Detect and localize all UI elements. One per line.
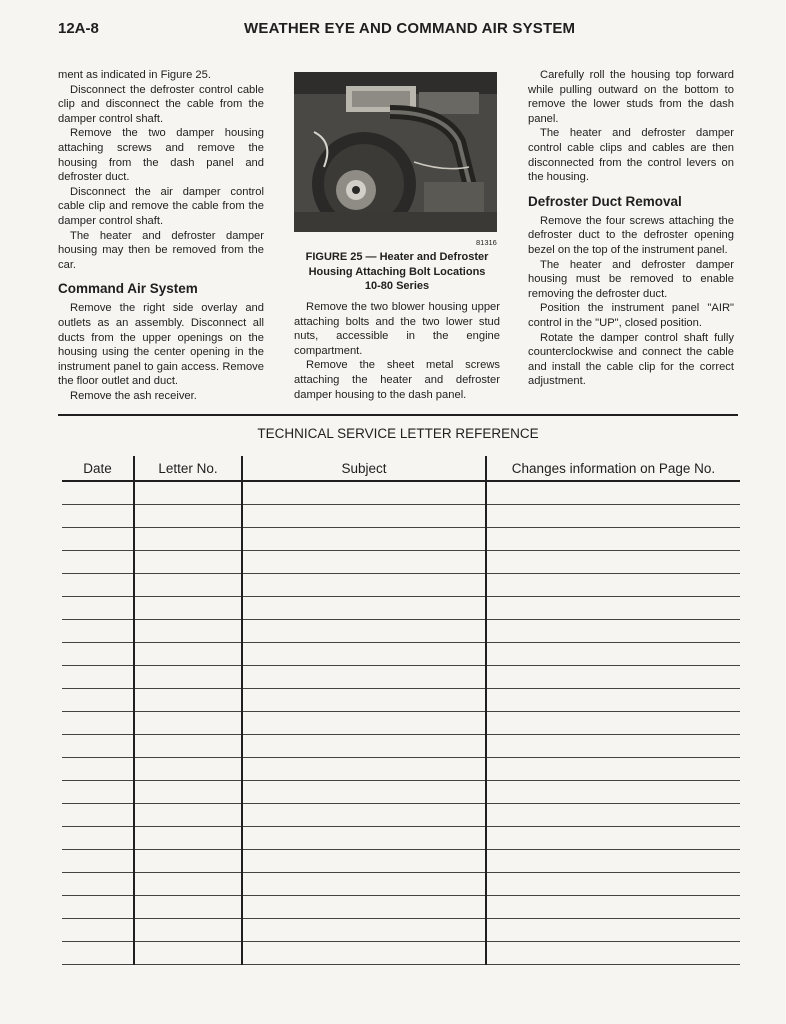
tsl-empty-cell (62, 528, 134, 551)
right-column (528, 68, 734, 389)
tsl-empty-cell (486, 597, 740, 620)
tsl-empty-row (62, 597, 740, 620)
left-paragraph: ment as indicated in Figure 25. (58, 69, 211, 81)
tsl-empty-row (62, 827, 740, 850)
tsl-empty-row (62, 689, 740, 712)
tsl-empty-row (62, 481, 740, 505)
tsl-empty-cell (242, 735, 486, 758)
running-head: WEATHER EYE AND COMMAND AIR SYSTEM (244, 20, 576, 37)
tsl-empty-row (62, 528, 740, 551)
tsl-empty-cell (134, 781, 242, 804)
tsl-empty-cell (134, 896, 242, 919)
tsl-empty-cell (486, 873, 740, 896)
tsl-empty-cell (486, 505, 740, 528)
tsl-empty-cell (242, 666, 486, 689)
tsl-empty-row (62, 620, 740, 643)
engine-bay-illustration (294, 72, 497, 232)
tsl-body (62, 481, 740, 965)
tsl-empty-row (62, 735, 740, 758)
tsl-empty-cell (62, 942, 134, 965)
tsl-empty-cell (134, 528, 242, 551)
tsl-empty-cell (62, 712, 134, 735)
tsl-empty-row (62, 643, 740, 666)
tsl-empty-row (62, 804, 740, 827)
section-divider (58, 414, 738, 416)
tsl-empty-cell (134, 712, 242, 735)
tsl-empty-row (62, 942, 740, 965)
tsl-empty-cell (486, 712, 740, 735)
tsl-empty-cell (134, 597, 242, 620)
tsl-empty-row (62, 758, 740, 781)
tsl-empty-cell (242, 873, 486, 896)
right-paragraph: Carefully roll the housing top forward while pulling outward on the bottom to remove the lower studs from the dash panel. (528, 69, 734, 125)
tsl-empty-cell (62, 620, 134, 643)
section-heading-defroster-duct: Defroster Duct Removal (528, 193, 682, 209)
tsl-empty-cell (242, 620, 486, 643)
tsl-empty-cell (242, 758, 486, 781)
figure-photo-id: 81316 (476, 238, 497, 247)
tsl-empty-cell (242, 804, 486, 827)
tsl-empty-cell (242, 781, 486, 804)
tsl-empty-cell (62, 896, 134, 919)
tsl-empty-cell (62, 735, 134, 758)
right-paragraph: The heater and defroster damper housing must be removed to enable removing the defroster duct. (528, 258, 734, 300)
middle-paragraph: Remove the two blower housing upper attaching bolts and the two lower stud nuts, accessible in the engine compartment. (294, 301, 500, 357)
tsl-empty-cell (62, 850, 134, 873)
tsl-empty-cell (242, 597, 486, 620)
tsl-empty-cell (134, 735, 242, 758)
tsl-empty-cell (486, 551, 740, 574)
tsl-empty-cell (134, 666, 242, 689)
tsl-empty-cell (242, 689, 486, 712)
tsl-empty-cell (134, 551, 242, 574)
right-paragraph: Position the instrument panel "AIR" control in the "UP", closed position. (528, 302, 734, 329)
tsl-empty-cell (242, 919, 486, 942)
tsl-empty-row (62, 712, 740, 735)
tsl-empty-cell (486, 758, 740, 781)
left-column (58, 68, 264, 403)
tsl-empty-cell (486, 574, 740, 597)
tsl-title: TECHNICAL SERVICE LETTER REFERENCE (257, 426, 539, 441)
figure-caption-line: 10-80 Series (364, 280, 430, 292)
middle-paragraph: Remove the sheet metal screws attaching the heater and defroster damper housing to the dash panel. (294, 359, 500, 401)
tsl-empty-cell (242, 850, 486, 873)
right-paragraph: Remove the four screws attaching the defroster duct to the defroster opening bezel on the top of the instrument panel. (528, 214, 734, 256)
tsl-empty-cell (486, 942, 740, 965)
tsl-empty-row (62, 919, 740, 942)
tsl-empty-cell (486, 620, 740, 643)
figure-caption-line: Housing Attaching Bolt Locations (308, 265, 486, 278)
tsl-empty-cell (242, 481, 486, 505)
left-paragraph: Disconnect the defroster control cable clip and disconnect the cable from the damper control shaft. (58, 83, 264, 125)
left-paragraph: Remove the right side overlay and outlets as an assembly. Disconnect all ducts from the upper openings on the housing using the center opening in the instrument panel to gain access. Remove the floor outlet and duct. (58, 302, 264, 388)
tsl-empty-cell (486, 804, 740, 827)
tsl-header-changes: Changes information on Page No. (486, 456, 740, 481)
tsl-empty-cell (62, 574, 134, 597)
tsl-empty-cell (242, 827, 486, 850)
tsl-empty-cell (62, 481, 134, 505)
tsl-empty-cell (242, 505, 486, 528)
section-heading-command-air: Command Air System (58, 281, 198, 297)
tsl-empty-row (62, 551, 740, 574)
tsl-empty-cell (134, 643, 242, 666)
tsl-empty-cell (62, 597, 134, 620)
tsl-empty-cell (486, 666, 740, 689)
figure-caption (294, 250, 500, 294)
tsl-empty-cell (486, 781, 740, 804)
tsl-empty-cell (134, 505, 242, 528)
middle-column (294, 300, 500, 402)
tsl-empty-row (62, 850, 740, 873)
left-paragraph: Remove the two damper housing attaching screws and remove the housing from the dash panel and defroster duct. (58, 127, 264, 184)
tsl-empty-cell (486, 850, 740, 873)
tsl-empty-row (62, 666, 740, 689)
tsl-empty-cell (62, 919, 134, 942)
tsl-empty-cell (242, 712, 486, 735)
tsl-empty-cell (242, 643, 486, 666)
tsl-empty-cell (486, 481, 740, 505)
figure-25-photo (294, 72, 497, 232)
left-paragraph: The heater and defroster damper housing may then be removed from the car. (58, 229, 264, 271)
tsl-empty-cell (242, 574, 486, 597)
tsl-empty-cell (486, 919, 740, 942)
page-number: 12A-8 (58, 20, 99, 37)
tsl-empty-cell (134, 850, 242, 873)
tsl-empty-cell (242, 551, 486, 574)
tsl-empty-cell (134, 481, 242, 505)
figure-caption-line: FIGURE 25 — Heater and Defroster (305, 251, 489, 263)
tsl-empty-row (62, 896, 740, 919)
tsl-empty-cell (242, 528, 486, 551)
tsl-empty-row (62, 574, 740, 597)
tsl-empty-row (62, 781, 740, 804)
left-paragraph: Disconnect the air damper control cable clip and remove the cable from the damper control shaft. (58, 185, 264, 227)
tsl-header-letter-no: Letter No. (134, 456, 242, 481)
tsl-empty-cell (134, 827, 242, 850)
tsl-empty-cell (134, 574, 242, 597)
tsl-empty-cell (134, 942, 242, 965)
tsl-empty-cell (134, 758, 242, 781)
left-paragraph: Remove the ash receiver. (70, 389, 197, 402)
tsl-empty-cell (134, 689, 242, 712)
tsl-empty-cell (62, 666, 134, 689)
tsl-empty-cell (486, 896, 740, 919)
tsl-empty-cell (62, 758, 134, 781)
tsl-empty-row (62, 505, 740, 528)
tsl-empty-cell (134, 804, 242, 827)
tsl-empty-cell (134, 919, 242, 942)
tsl-empty-cell (486, 528, 740, 551)
tsl-empty-cell (62, 505, 134, 528)
tsl-table (62, 456, 740, 965)
tsl-empty-cell (486, 689, 740, 712)
right-paragraph: Rotate the damper control shaft fully counterclockwise and connect the cable and install the cable clip for the correct adjustment. (528, 331, 734, 388)
tsl-empty-cell (486, 827, 740, 850)
tsl-empty-cell (242, 896, 486, 919)
tsl-empty-cell (62, 689, 134, 712)
tsl-empty-cell (62, 643, 134, 666)
tsl-header-subject: Subject (242, 456, 486, 481)
tsl-header-row (62, 456, 740, 481)
right-paragraph: The heater and defroster damper control cable clips and cables are then disconnected from the control levers on the housing. (528, 127, 734, 184)
tsl-empty-cell (486, 643, 740, 666)
tsl-empty-cell (486, 735, 740, 758)
tsl-empty-cell (134, 620, 242, 643)
tsl-empty-cell (242, 942, 486, 965)
tsl-empty-cell (62, 551, 134, 574)
tsl-empty-cell (62, 827, 134, 850)
tsl-empty-row (62, 873, 740, 896)
tsl-empty-cell (62, 873, 134, 896)
tsl-header-date: Date (62, 456, 134, 481)
tsl-empty-cell (62, 804, 134, 827)
tsl-empty-cell (62, 781, 134, 804)
tsl-empty-cell (134, 873, 242, 896)
